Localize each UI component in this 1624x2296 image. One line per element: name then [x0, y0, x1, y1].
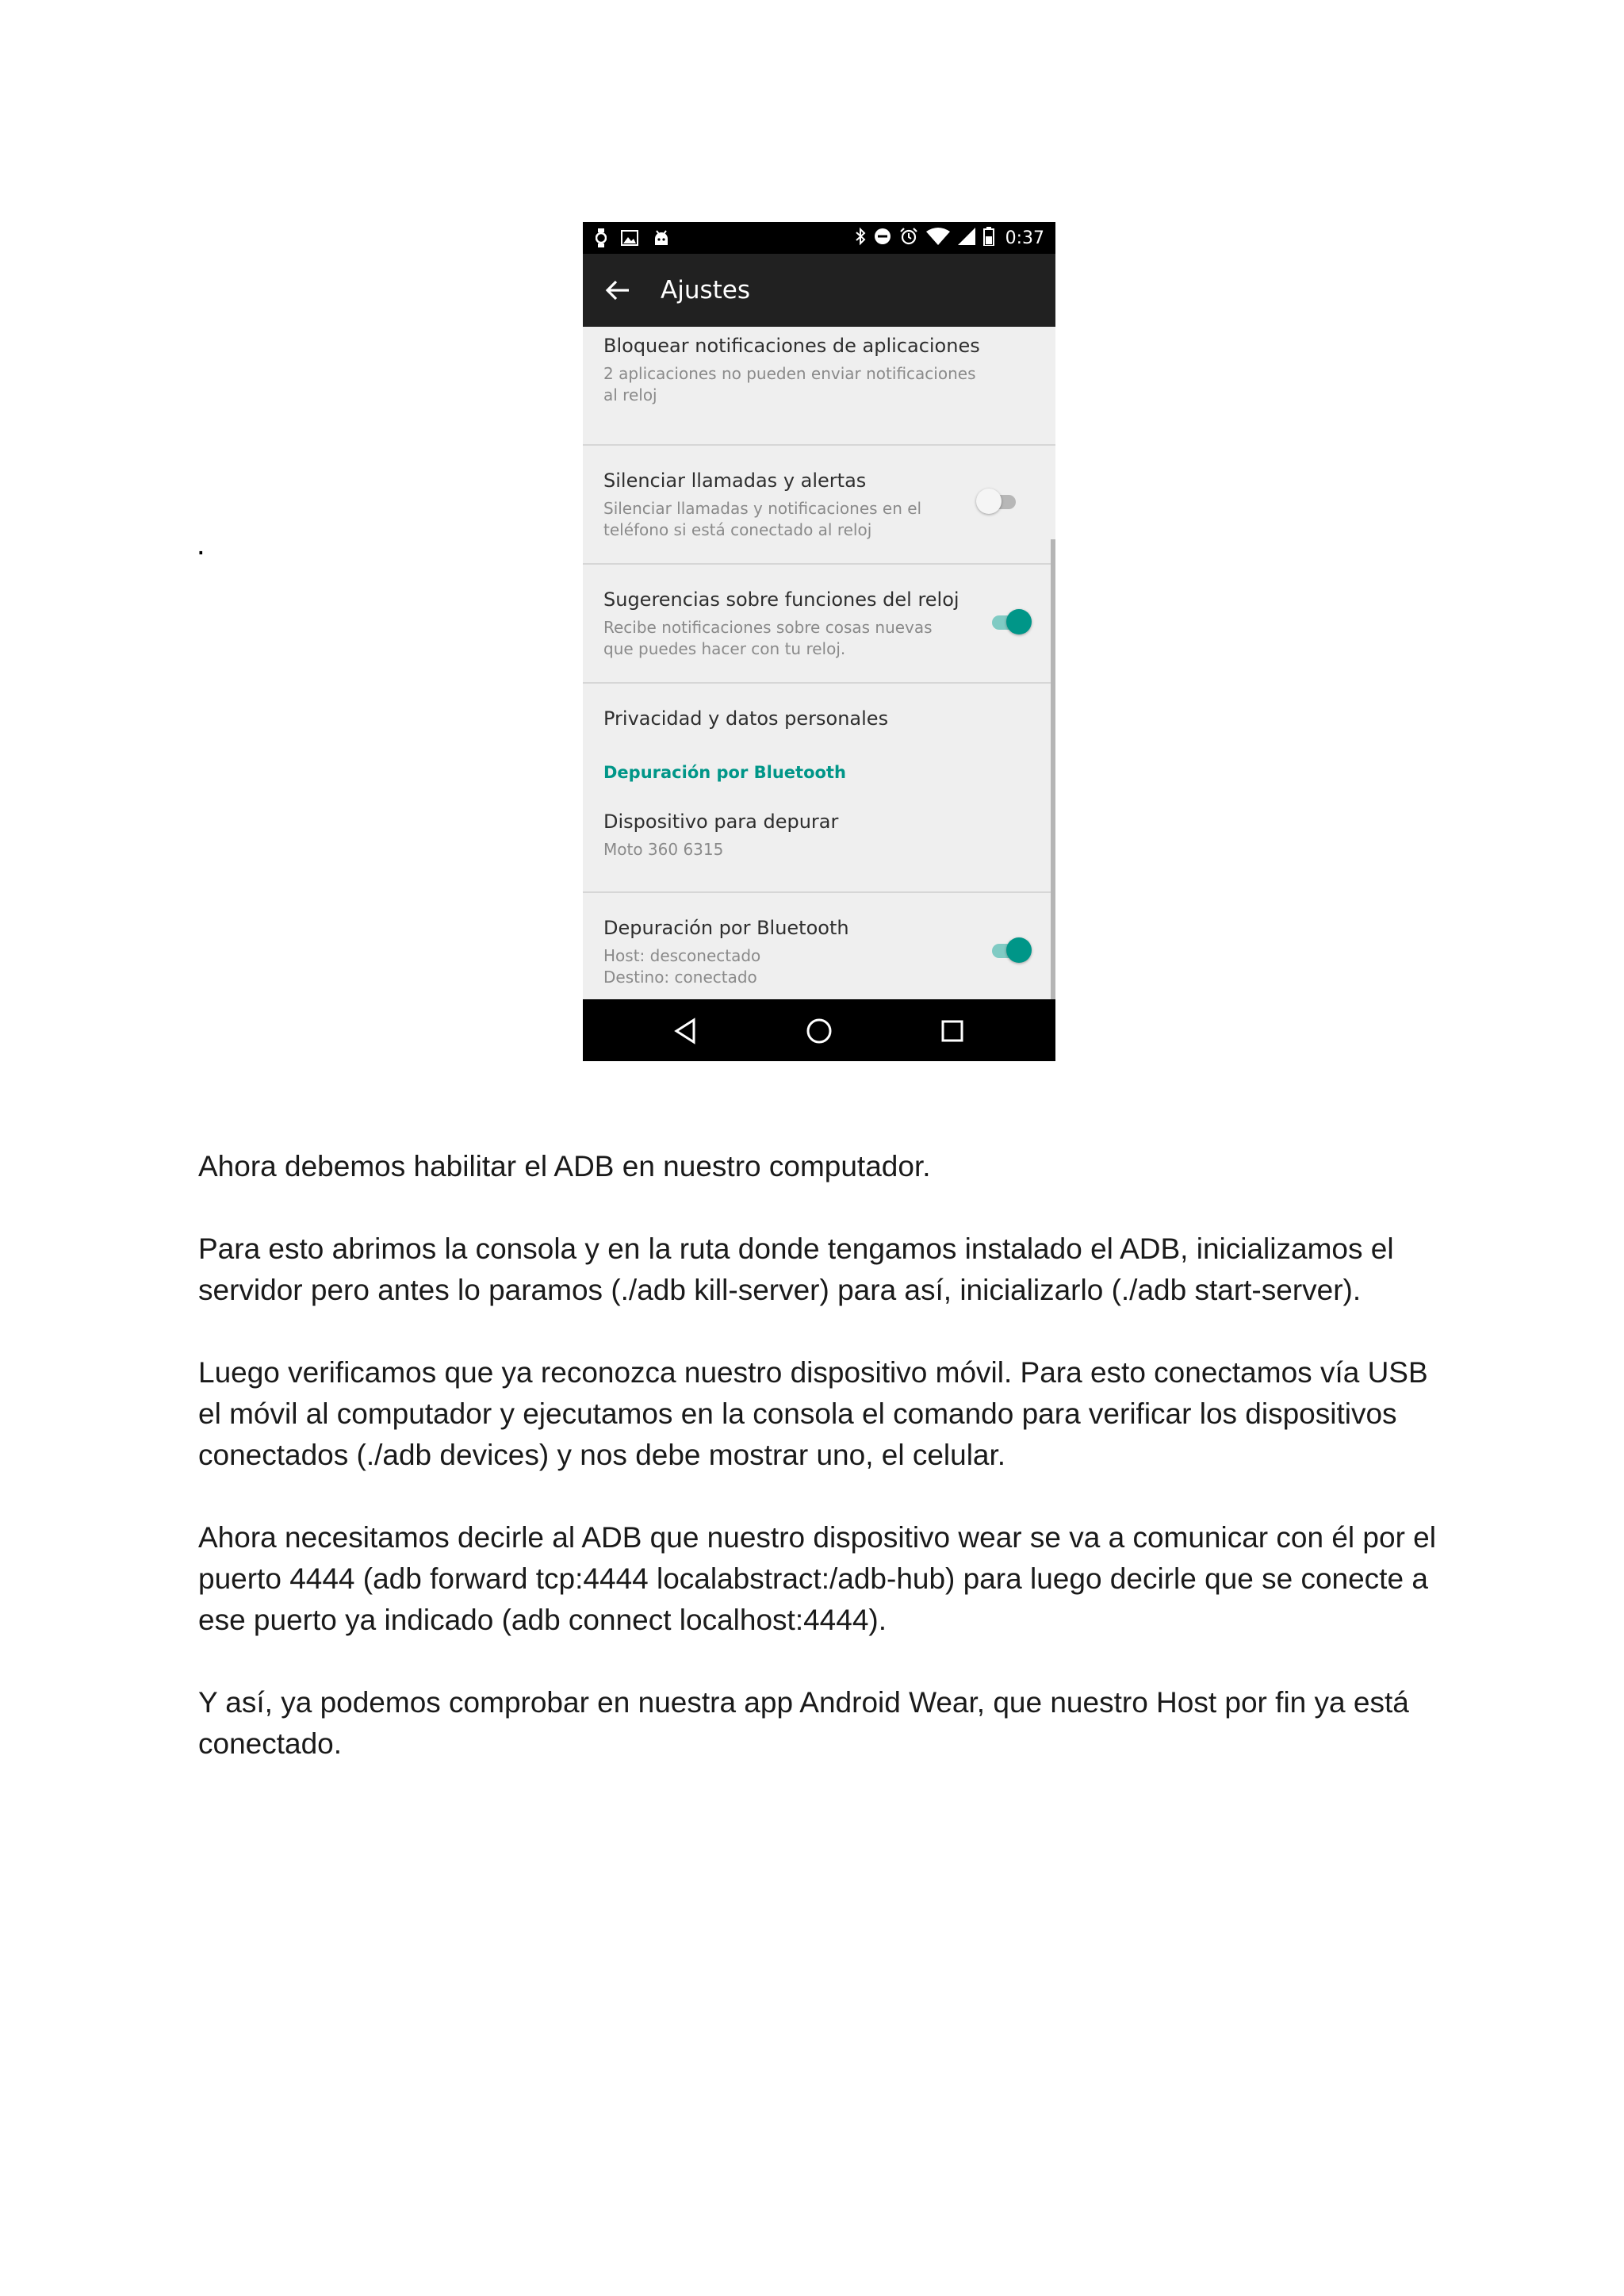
setting-block-notifications[interactable] [583, 327, 1055, 446]
app-bar-title: Ajustes [661, 276, 750, 305]
battery-icon [983, 227, 994, 249]
android-icon [653, 229, 670, 250]
wifi-icon [926, 228, 950, 248]
setting-subtitle: 2 aplicaciones no pueden enviar notificaciones al reloj [603, 364, 976, 404]
setting-title: Silenciar llamadas y alertas [603, 470, 867, 492]
watch-icon [596, 228, 607, 251]
settings-list [583, 327, 1055, 999]
setting-subtitle: Silenciar llamadas y notificaciones en el teléfono si está conectado al reloj [603, 499, 922, 539]
scrollbar[interactable] [1051, 539, 1055, 999]
setting-subtitle-target: Destino: conectado [603, 968, 757, 987]
setting-subtitle: Recibe notificaciones sobre cosas nuevas que puedes hacer con tu reloj. [603, 618, 933, 658]
toggle-thumb [1006, 609, 1032, 634]
setting-title: Dispositivo para depurar [603, 811, 839, 833]
setting-bluetooth-debugging[interactable] [583, 893, 1055, 999]
paragraph-3: Luego verificamos que ya reconozca nuestro dispositivo móvil. Para esto conectamos vía USB el móvil al computador y ejecutamos en la consola el comando para verificar los dispositivos conectados (./adb devices) y nos debe mostrar uno, el celular. [198, 1356, 1428, 1471]
setting-title: Bloquear notificaciones de aplicaciones [603, 335, 980, 357]
stray-dot: . [197, 528, 205, 562]
setting-title: Privacidad y datos personales [603, 707, 889, 730]
toggle-thumb [976, 489, 1002, 514]
setting-subtitle: Moto 360 6315 [603, 840, 724, 859]
navigation-bar [583, 999, 1055, 1061]
setting-watch-tips[interactable] [583, 565, 1055, 684]
setting-title: Sugerencias sobre funciones del reloj [603, 588, 959, 611]
app-bar [583, 254, 1055, 327]
document-body [198, 1146, 1451, 1806]
signal-icon [958, 228, 975, 248]
paragraph-5: Y así, ya podemos comprobar en nuestra app Android Wear, que nuestro Host por fin ya está conectado. [198, 1686, 1409, 1760]
phone-screenshot [583, 222, 1055, 1061]
nav-home-icon[interactable] [805, 1017, 833, 1045]
setting-title: Depuración por Bluetooth [603, 917, 849, 939]
setting-debug-device[interactable] [583, 795, 1055, 893]
setting-privacy[interactable] [583, 684, 1055, 755]
bluetooth-debugging-toggle[interactable] [987, 934, 1032, 966]
image-icon [621, 230, 638, 249]
bluetooth-icon [855, 227, 866, 249]
paragraph-4: Ahora necesitamos decirle al ADB que nuestro dispositivo wear se va a comunicar con él por el puerto 4444 (adb forward tcp:4444 localabstract:/adb-hub) para luego decirle que se conecte a ese puerto ya indicado (adb connect localhost:4444). [198, 1521, 1436, 1636]
status-bar [583, 222, 1055, 254]
setting-mute-calls[interactable] [583, 446, 1055, 565]
toggle-thumb [1006, 937, 1032, 963]
section-header-bluetooth-debugging: Depuración por Bluetooth [603, 763, 846, 782]
paragraph-2: Para esto abrimos la consola y en la ruta donde tengamos instalado el ADB, inicializamos el servidor pero antes lo paramos (./adb kill-server) para así, inicializarlo (./adb start-server). [198, 1232, 1394, 1306]
watch-tips-toggle[interactable] [987, 606, 1032, 638]
status-time: 0:37 [1005, 228, 1044, 248]
setting-subtitle-host: Host: desconectado [603, 946, 761, 965]
alarm-icon [899, 227, 918, 249]
paragraph-1: Ahora debemos habilitar el ADB en nuestro computador. [198, 1150, 931, 1182]
back-arrow-icon[interactable] [605, 279, 630, 301]
do-not-disturb-icon [874, 228, 891, 248]
nav-back-icon[interactable] [672, 1017, 700, 1045]
mute-calls-toggle[interactable] [976, 485, 1021, 517]
nav-recents-icon[interactable] [938, 1017, 967, 1045]
